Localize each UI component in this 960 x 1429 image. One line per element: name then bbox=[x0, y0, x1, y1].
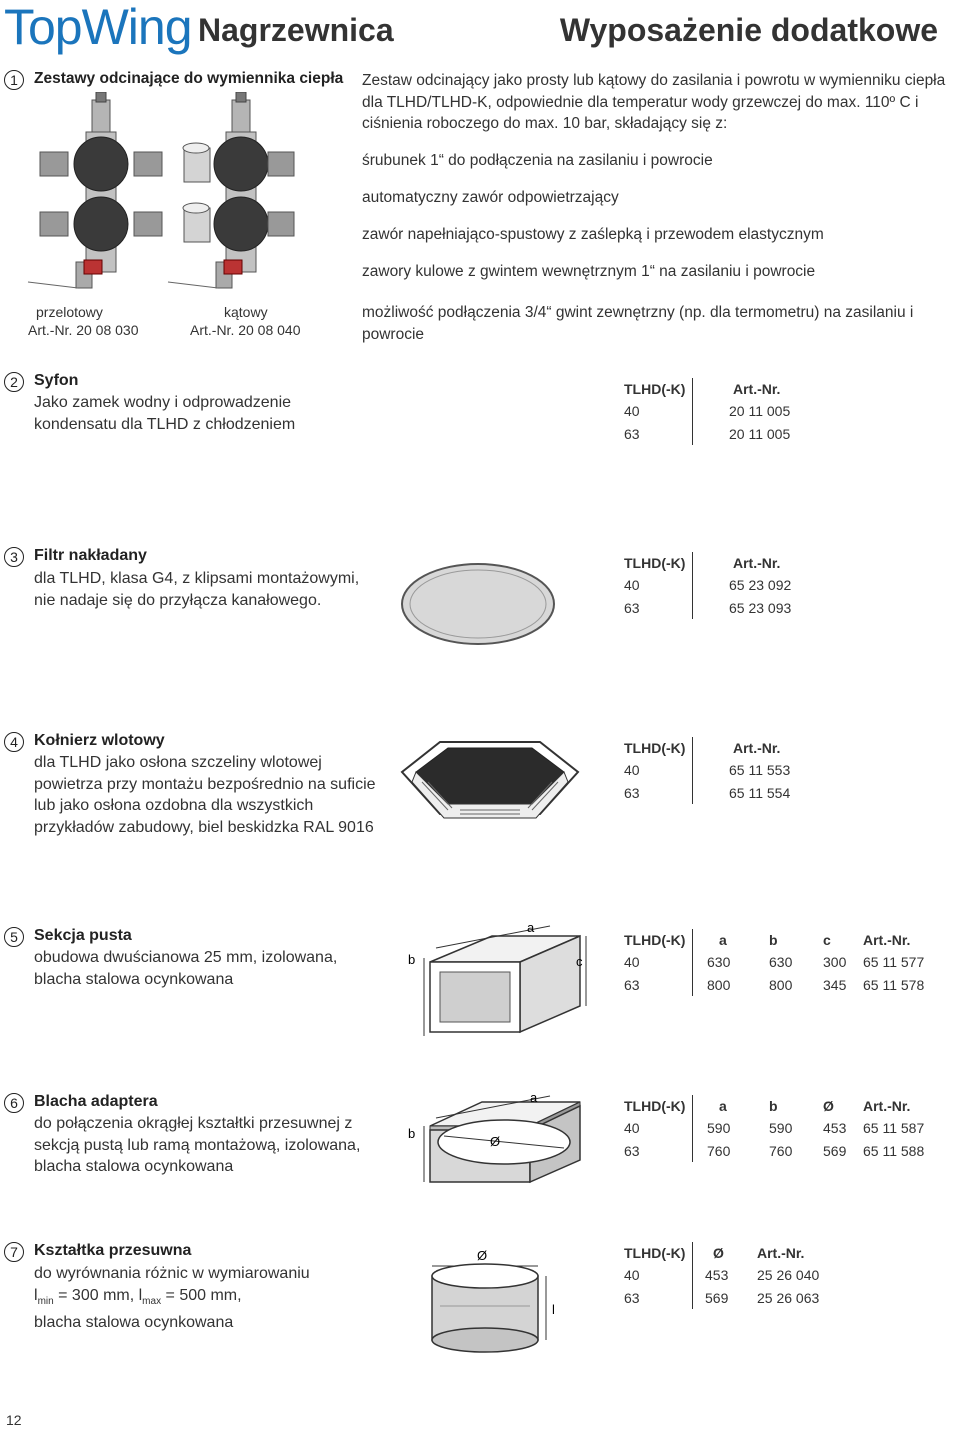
section-description bbox=[34, 568, 359, 611]
l-symbol: l bbox=[138, 1286, 143, 1304]
table-cell: 800 bbox=[769, 976, 793, 993]
table-cell: 345 bbox=[823, 976, 847, 993]
section-description bbox=[34, 392, 295, 435]
table-cell: 65 23 093 bbox=[729, 599, 792, 616]
col-header: TLHD(-K) bbox=[624, 552, 693, 574]
table-row bbox=[624, 574, 791, 597]
spec-table bbox=[624, 552, 791, 619]
table-cell: 40 bbox=[624, 574, 693, 597]
table-cell: 630 bbox=[769, 954, 793, 971]
col-header: TLHD(-K) bbox=[624, 378, 693, 400]
table-row bbox=[624, 759, 790, 782]
col-header: Art.-Nr. bbox=[733, 381, 781, 397]
col-header: Ø bbox=[823, 1098, 834, 1114]
col-header: TLHD(-K) bbox=[624, 1095, 693, 1117]
table-row bbox=[624, 1264, 819, 1287]
col-header: TLHD(-K) bbox=[624, 929, 693, 951]
section-title: Syfon bbox=[34, 372, 79, 389]
spec-table bbox=[624, 1095, 925, 1162]
section-number: 5 bbox=[4, 927, 24, 947]
description-line: blacha stalowa ocynkowana bbox=[34, 1314, 234, 1332]
table-cell: 63 bbox=[624, 782, 693, 805]
description-line: nie nadaje się do przyłącza kanałowego. bbox=[34, 591, 322, 609]
description-line: blacha stalowa ocynkowana bbox=[34, 970, 234, 988]
description-line: do połączenia okrągłej kształtki przesuwnej z bbox=[34, 1115, 353, 1132]
table-cell: 65 11 554 bbox=[729, 784, 791, 801]
product-name: Nagrzewnica bbox=[198, 12, 394, 48]
page-number: 12 bbox=[6, 1412, 22, 1428]
dim-label-b: b bbox=[408, 1126, 416, 1141]
variant-art-number: Art.-Nr. 20 08 030 bbox=[28, 322, 139, 338]
description-line: dla TLHD jako osłona szczeliny wlotowej bbox=[34, 754, 322, 771]
dim-label-a: a bbox=[530, 1090, 538, 1105]
col-header: Art.-Nr. bbox=[733, 740, 781, 756]
description-line: kondensatu dla TLHD z chłodzeniem bbox=[34, 415, 296, 433]
table-cell: 40 bbox=[624, 951, 693, 974]
angle-valve-image bbox=[168, 92, 294, 288]
col-header: Art.-Nr. bbox=[733, 555, 781, 571]
section-intro: Zestaw odcinający jako prosty lub kątowy do zasilania i powrotu w wymienniku ciepła dla TLHD/TLHD-K, odpowiednie dla temperatur wody grzewczej do max. 110º C i ciśnienia roboczego do max. 10 bar, składający się z: bbox=[362, 72, 946, 132]
adapter-plate-image bbox=[400, 1090, 600, 1190]
table-row bbox=[624, 974, 924, 997]
table-cell: 590 bbox=[707, 1120, 731, 1137]
list-item: zawór napełniająco-spustowy z zaślepką i przewodem elastycznym bbox=[362, 226, 824, 243]
table-row bbox=[624, 400, 790, 423]
spec-table bbox=[624, 929, 925, 996]
description-line: dla TLHD, klasa G4, z klipsami montażowymi, bbox=[34, 570, 360, 587]
col-header: TLHD(-K) bbox=[624, 737, 693, 759]
col-header: Art.-Nr. bbox=[863, 1098, 911, 1114]
table-cell: 65 11 587 bbox=[863, 1120, 925, 1137]
table-cell: 760 bbox=[769, 1142, 793, 1159]
l-value: = 500 mm, bbox=[161, 1286, 242, 1304]
section-title: Blacha adaptera bbox=[34, 1093, 158, 1110]
col-header: a bbox=[719, 932, 727, 948]
col-header: b bbox=[769, 932, 778, 948]
description-line: Jako zamek wodny i odprowadzenie bbox=[34, 394, 292, 411]
section-title: Zestawy odcinające do wymiennika ciepła bbox=[34, 70, 344, 87]
table-cell: 40 bbox=[624, 1117, 693, 1140]
col-header: c bbox=[823, 932, 831, 948]
inlet-flange-image bbox=[400, 738, 580, 828]
list-item: możliwość podłączenia 3/4“ gwint zewnętrzny (np. dla termometru) na zasilaniu i powrocie bbox=[362, 304, 914, 343]
table-cell: 453 bbox=[705, 1267, 729, 1284]
description-line: przykładów zabudowy, biel beskidzka RAL 9016 bbox=[34, 818, 374, 836]
table-row bbox=[624, 597, 791, 620]
variant-art-number: Art.-Nr. 20 08 040 bbox=[190, 322, 301, 338]
table-cell: 590 bbox=[769, 1120, 793, 1137]
shutoff-valves-image bbox=[18, 92, 338, 297]
dim-label-d: Ø bbox=[477, 1248, 488, 1263]
table-cell: 20 11 005 bbox=[729, 425, 791, 442]
description-line: lub jako osłona ozdobna dla wszystkich bbox=[34, 797, 314, 814]
dim-label-d: Ø bbox=[490, 1134, 501, 1149]
spec-table bbox=[624, 737, 790, 804]
section-number: 7 bbox=[4, 1242, 24, 1262]
col-header: Art.-Nr. bbox=[863, 932, 911, 948]
table-cell: 63 bbox=[624, 1140, 693, 1163]
section-description bbox=[34, 1113, 360, 1178]
list-item: śrubunek 1“ do podłączenia na zasilaniu i powrocie bbox=[362, 152, 713, 169]
table-cell: 65 11 553 bbox=[729, 762, 791, 779]
description-line: powietrza przy montażu bezpośrednio na suficie bbox=[34, 775, 376, 793]
col-header: Art.-Nr. bbox=[757, 1245, 805, 1261]
section-number: 2 bbox=[4, 372, 24, 392]
col-header: Ø bbox=[713, 1245, 724, 1261]
table-row bbox=[624, 423, 790, 446]
section-number: 6 bbox=[4, 1093, 24, 1113]
section-number: 3 bbox=[4, 547, 24, 567]
variant-label: kątowy bbox=[224, 304, 268, 320]
table-cell: 65 11 578 bbox=[863, 976, 925, 993]
table-cell: 65 11 577 bbox=[863, 954, 925, 971]
table-cell: 65 23 092 bbox=[729, 577, 792, 594]
sliding-fitting-image bbox=[410, 1246, 570, 1356]
list-item: zawory kulowe z gwintem wewnętrznym 1“ na zasilaniu i powrocie bbox=[362, 263, 816, 280]
table-cell: 630 bbox=[707, 954, 731, 971]
table-cell: 569 bbox=[823, 1142, 847, 1159]
description-line: obudowa dwuścianowa 25 mm, izolowana, bbox=[34, 949, 338, 966]
dim-label-c: c bbox=[576, 954, 583, 969]
variant-label: przelotowy bbox=[36, 304, 103, 320]
section-title: Kształtka przesuwna bbox=[34, 1242, 192, 1259]
description-line: blacha stalowa ocynkowana bbox=[34, 1158, 234, 1175]
description-line: do wyrównania różnic w wymiarowaniu bbox=[34, 1265, 310, 1282]
table-row bbox=[624, 1117, 924, 1140]
table-row bbox=[624, 1140, 924, 1163]
subscript: max bbox=[142, 1295, 162, 1307]
list-item: automatyczny zawór odpowietrzający bbox=[362, 189, 619, 206]
table-cell: 63 bbox=[624, 597, 693, 620]
col-header: b bbox=[769, 1098, 778, 1114]
section-description bbox=[34, 1263, 310, 1334]
table-cell: 453 bbox=[823, 1120, 847, 1137]
table-row bbox=[624, 782, 790, 805]
table-cell: 63 bbox=[624, 1287, 693, 1310]
col-header: a bbox=[719, 1098, 727, 1114]
spec-table bbox=[624, 1242, 820, 1309]
table-cell: 63 bbox=[624, 423, 693, 446]
table-cell: 63 bbox=[624, 974, 693, 997]
table-cell: 65 11 588 bbox=[863, 1142, 925, 1159]
spec-table bbox=[624, 378, 790, 445]
subscript: min bbox=[37, 1295, 54, 1307]
section-description bbox=[34, 947, 337, 990]
dim-label-l: l bbox=[552, 1302, 555, 1317]
section-title: Sekcja pusta bbox=[34, 927, 132, 944]
section-title: Kołnierz wlotowy bbox=[34, 732, 165, 749]
l-symbol: l bbox=[34, 1286, 38, 1304]
table-cell: 800 bbox=[707, 976, 731, 993]
table-cell: 20 11 005 bbox=[729, 403, 791, 420]
table-row bbox=[624, 1287, 819, 1310]
table-cell: 40 bbox=[624, 1264, 693, 1287]
section-number: 4 bbox=[4, 732, 24, 752]
brand-logo: TopWing bbox=[4, 0, 192, 55]
table-cell: 25 26 040 bbox=[757, 1267, 820, 1284]
dim-label-b: b bbox=[408, 952, 416, 967]
table-cell: 40 bbox=[624, 759, 693, 782]
description-line bbox=[34, 1285, 310, 1313]
table-cell: 569 bbox=[705, 1289, 729, 1306]
section-number: 1 bbox=[4, 70, 24, 90]
l-value: = 300 mm, bbox=[53, 1286, 139, 1304]
table-cell: 300 bbox=[823, 954, 847, 971]
empty-section-image bbox=[400, 918, 600, 1048]
table-cell: 25 26 063 bbox=[757, 1289, 820, 1306]
section-description bbox=[34, 752, 376, 838]
page-title: Wyposażenie dodatkowe bbox=[559, 12, 938, 48]
table-cell: 760 bbox=[707, 1142, 731, 1159]
dim-label-a: a bbox=[527, 920, 535, 935]
table-row bbox=[624, 951, 924, 974]
filter-image bbox=[400, 562, 556, 646]
straight-valve-image bbox=[28, 92, 162, 288]
col-header: TLHD(-K) bbox=[624, 1242, 693, 1264]
section-title: Filtr nakładany bbox=[34, 547, 147, 564]
table-cell: 40 bbox=[624, 400, 693, 423]
description-line: sekcją pustą lub ramą montażową, izolowana, bbox=[34, 1136, 361, 1154]
